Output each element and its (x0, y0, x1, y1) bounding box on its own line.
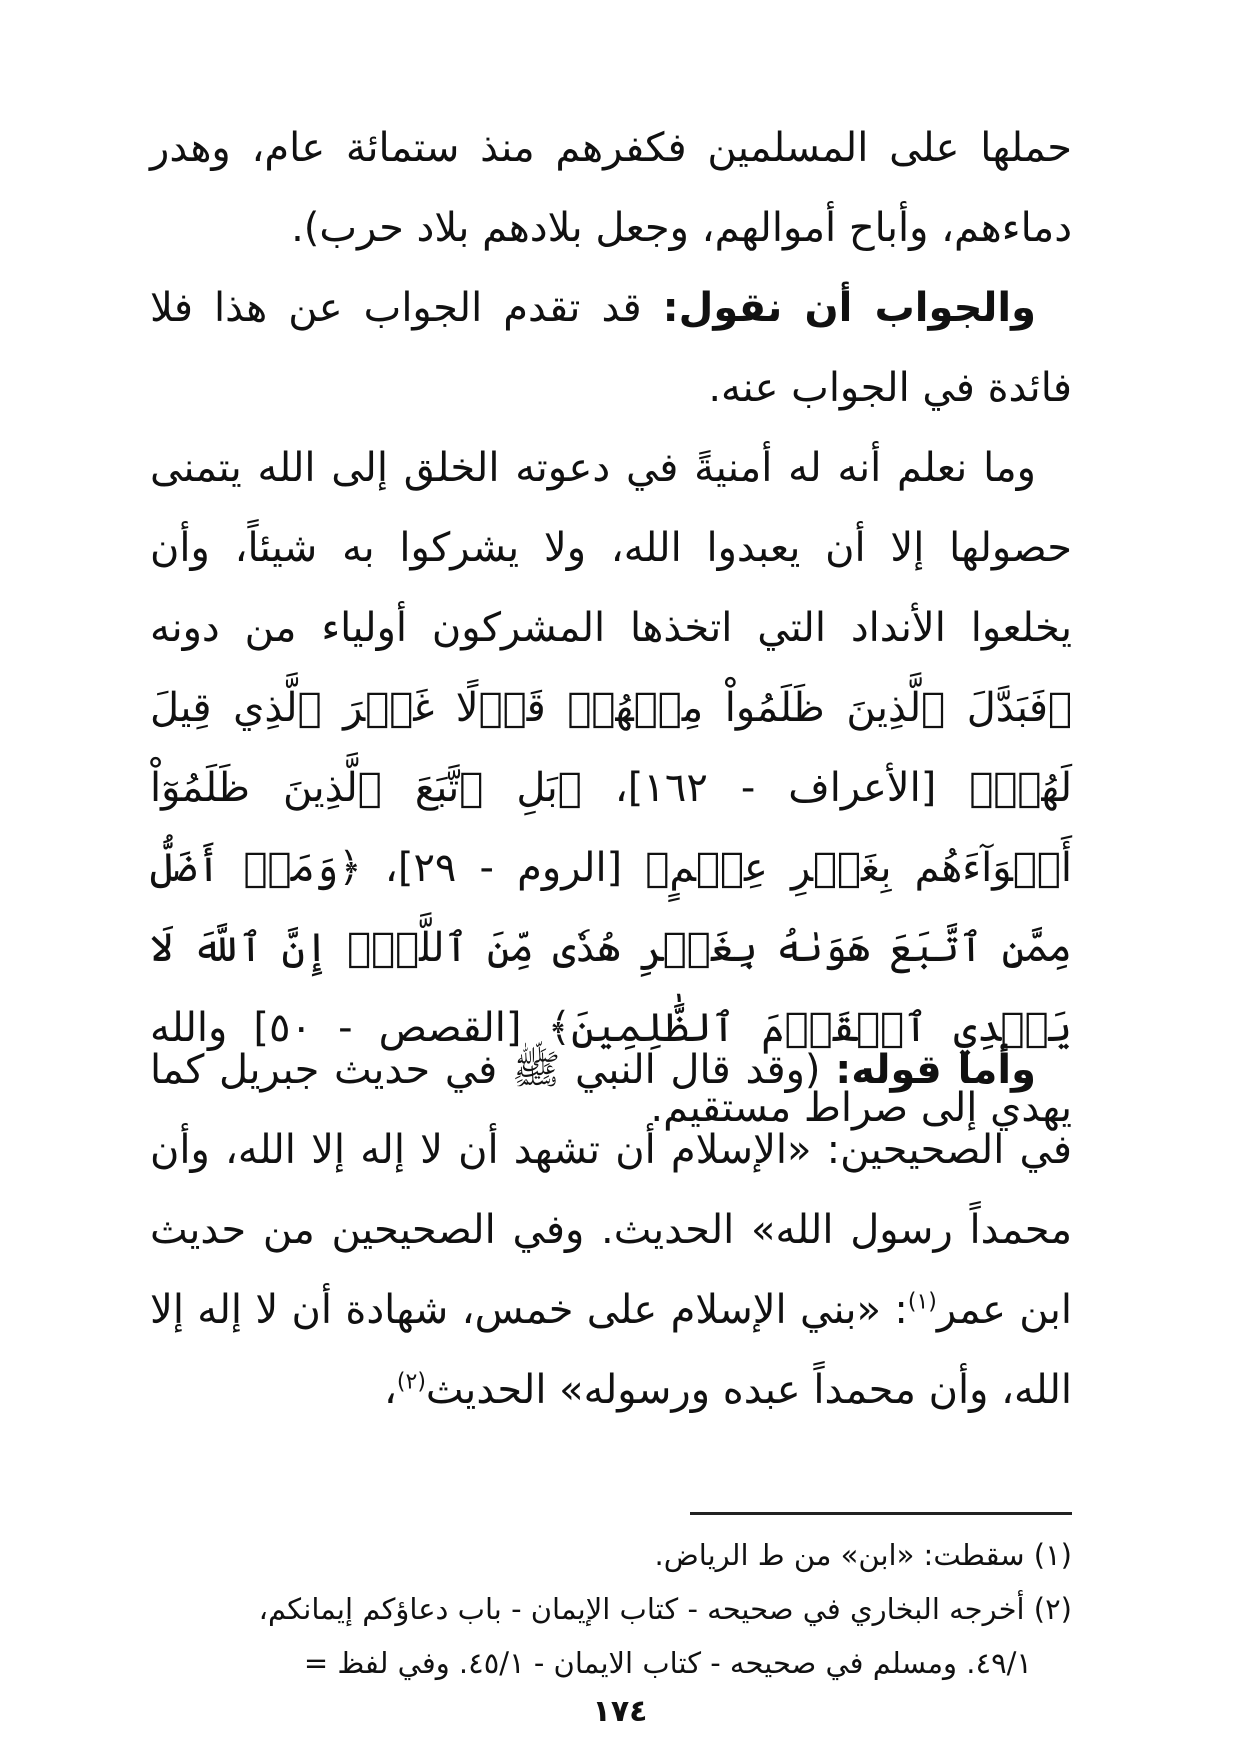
paragraph-continuation: حملها على المسلمين فكفرهم منذ ستمائة عام، وهدر دماءهم، وأباح أموالهم، وجعل بلادهم بلاد حرب). (150, 125, 1072, 251)
paragraph-hadith (150, 1030, 1072, 1430)
answer-lead: والجواب أن نقول: (662, 285, 1036, 331)
main-text-bottom (150, 1030, 1072, 1430)
verse-reference-araf: [الأعراف - ١٦٢]، (581, 765, 970, 811)
hadith-text-3: ، (383, 1367, 397, 1413)
footnote-2: (٢) أخرجه البخاري في صحيحه - كتاب الإيمان - باب دعاؤكم إيمانكم، (258, 1592, 1072, 1626)
footnote-2-continuation: ٤٩/١. ومسلم في صحيحه - كتاب الايمان - ٤٥/١. وفي لفظ = (303, 1646, 1032, 1680)
footnote-divider (690, 1512, 1072, 1515)
answer-text: قد تقدم الجواب عن هذا فلا فائدة في الجواب عنه. (150, 285, 1072, 411)
page-number: ١٧٤ (592, 1694, 648, 1729)
quran-verse-qasas: ﴿وَمَنۡ أَضَلُّ مِمَّنِ ٱتَّبَعَ هَوَىٰهُ بِغَيۡرِ هُدٗى مِّنَ ٱللَّهِۚ إِنَّ ٱللَّهَ لَا يَهۡدِي ٱلۡقَوۡمَ ٱلظَّٰلِمِينَ﴾ (150, 845, 1073, 1051)
quran-verse-araf: ﴿فَبَدَّلَ ٱلَّذِينَ ظَلَمُواْ مِنۡهُمۡ قَوۡلًا غَيۡرَ ٱلَّذِي قِيلَ لَهُمۡ﴾ (150, 685, 1073, 811)
hadith-text-1: (وقد قال النبي ﷺ في حديث جبريل كما في الصحيحين: «الإسلام أن تشهد أن لا إله إلا الله، وأن محمداً رسول الله» الحديث. وفي الصحيحين من حديث ابن عمر (150, 1047, 1072, 1333)
paragraph-text: وما نعلم أنه له أمنيةً في دعوته الخلق إلى الله يتمنى حصولها إلا أن يعبدوا الله، ولا يشركوا به شيئاً، وأن يخلعوا الأنداد التي اتخذها المشركون أولياء من دونه (150, 445, 1072, 651)
footnote-ref-2: (٢) (396, 1369, 426, 1395)
footnote-ref-1: (١) (907, 1289, 937, 1315)
footnotes (150, 1528, 1072, 1690)
hadith-lead: وأما قوله: (835, 1047, 1036, 1093)
quran-verse-rum: ﴿بَلِ ٱتَّبَعَ ٱلَّذِينَ ظَلَمُوٓاْ أَهۡوَآءَهُم بِغَيۡرِ عِلۡمٍ﴾ (150, 765, 1073, 891)
hadith-text-2: : «بني الإسلام على خمس، شهادة أن لا إله إلا الله، وأن محمداً عبده ورسوله» الحديث (150, 1287, 1072, 1413)
verse-reference-rum: [الروم - ٢٩]، (361, 845, 646, 891)
paragraph-answer (150, 268, 1072, 428)
verse-reference-qasas: [القصص - ٥٠] والله يهدي إلى صراط مستقيم. (150, 1005, 1072, 1131)
footnote-1: (١) سقطت: «ابن» من ط الرياض. (654, 1538, 1072, 1572)
main-text-top (150, 108, 1072, 1148)
